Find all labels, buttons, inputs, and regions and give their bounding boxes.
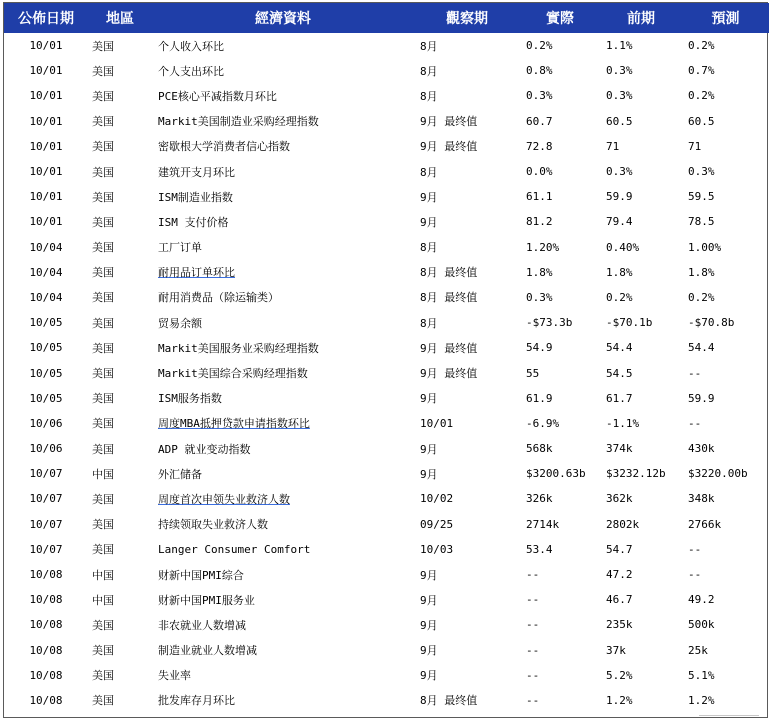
cell-period: 9月 最终值	[420, 341, 478, 355]
cell-actual: 0.8%	[526, 64, 553, 78]
table-row	[4, 33, 769, 58]
cell-actual: --	[526, 693, 540, 707]
cell-date: 10/04	[29, 240, 63, 254]
cell-item: 耐用消费品（除运输类）	[158, 291, 279, 305]
cell-item: 制造业就业人数增减	[158, 644, 257, 658]
cell-region: 美国	[92, 266, 114, 280]
cell-item: Langer Consumer Comfort	[158, 542, 311, 556]
cell-region: 中国	[92, 467, 114, 481]
cell-forecast: 25k	[688, 643, 708, 657]
cell-region: 美国	[92, 291, 114, 305]
cell-prior: 1.8%	[606, 265, 633, 279]
table-row	[4, 360, 769, 385]
cell-forecast: 0.2%	[688, 39, 715, 53]
cell-forecast: --	[688, 542, 702, 556]
cell-item: 密歇根大学消费者信心指数	[158, 140, 290, 154]
table-row	[4, 386, 769, 411]
cell-date: 10/01	[29, 39, 63, 53]
cell-period: 8月	[420, 89, 438, 103]
cell-date: 10/05	[29, 316, 63, 330]
cell-region: 美国	[92, 89, 114, 103]
cell-item: 非农就业人数增减	[158, 618, 246, 632]
cell-item: 个人收入环比	[158, 39, 224, 53]
cell-prior: 54.5	[606, 366, 633, 380]
economic-calendar-table	[4, 3, 769, 713]
cell-actual: 0.2%	[526, 39, 553, 53]
cell-prior: -$70.1b	[606, 316, 653, 330]
cell-actual: --	[526, 618, 540, 632]
cell-forecast: 49.2	[688, 593, 715, 607]
table-row	[4, 285, 769, 310]
cell-item: 外汇储备	[158, 467, 202, 481]
cell-date: 10/05	[29, 366, 63, 380]
cell-prior: 0.3%	[606, 165, 633, 179]
cell-date: 10/07	[29, 467, 63, 481]
cell-period: 9月	[420, 467, 438, 481]
cell-actual: 54.9	[526, 341, 553, 355]
cell-period: 8月 最终值	[420, 266, 478, 280]
corner-rule	[699, 715, 759, 716]
table-row	[4, 587, 769, 612]
cell-region: 美国	[92, 543, 114, 557]
cell-period: 09/25	[420, 517, 454, 531]
table-row	[4, 562, 769, 587]
cell-prior: 5.2%	[606, 668, 633, 682]
table-row	[4, 638, 769, 663]
header-actual: 實際	[546, 11, 574, 27]
cell-period: 8月	[420, 39, 438, 53]
cell-item: 建筑开支月环比	[158, 165, 235, 179]
cell-date: 10/04	[29, 265, 63, 279]
cell-forecast: 59.5	[688, 190, 715, 204]
cell-forecast: $3220.00b	[688, 467, 748, 481]
cell-date: 10/08	[29, 668, 63, 682]
cell-item: Markit美国综合采购经理指数	[158, 367, 308, 381]
cell-actual: -6.9%	[526, 416, 560, 430]
cell-actual: 0.0%	[526, 165, 553, 179]
cell-period: 9月	[420, 593, 438, 607]
cell-actual: 81.2	[526, 215, 553, 229]
cell-date: 10/01	[29, 139, 63, 153]
table-row	[4, 109, 769, 134]
table-row	[4, 486, 769, 511]
cell-region: 美国	[92, 115, 114, 129]
table-row	[4, 461, 769, 486]
cell-prior: 1.1%	[606, 39, 633, 53]
cell-forecast: 5.1%	[688, 668, 715, 682]
cell-actual: 61.9	[526, 391, 553, 405]
cell-region: 美国	[92, 190, 114, 204]
cell-item: 财新中国PMI服务业	[158, 593, 255, 607]
cell-item: 周度MBA抵押贷款申请指数环比	[158, 417, 310, 431]
cell-prior: $3232.12b	[606, 467, 666, 481]
cell-date: 10/01	[29, 190, 63, 204]
cell-actual: 1.8%	[526, 265, 553, 279]
cell-actual: 326k	[526, 492, 553, 506]
header-region: 地區	[106, 11, 134, 27]
cell-period: 8月	[420, 165, 438, 179]
cell-prior: 0.3%	[606, 89, 633, 103]
cell-period: 10/03	[420, 542, 454, 556]
cell-region: 美国	[92, 442, 114, 456]
cell-period: 8月 最终值	[420, 694, 478, 708]
cell-forecast: 78.5	[688, 215, 715, 229]
cell-item: 失业率	[158, 669, 191, 683]
cell-forecast: 60.5	[688, 114, 715, 128]
cell-date: 10/05	[29, 391, 63, 405]
cell-forecast: 1.8%	[688, 265, 715, 279]
cell-date: 10/08	[29, 593, 63, 607]
cell-period: 8月	[420, 64, 438, 78]
cell-forecast: --	[688, 366, 702, 380]
cell-date: 10/08	[29, 643, 63, 657]
cell-prior: 59.9	[606, 190, 633, 204]
cell-region: 美国	[92, 518, 114, 532]
cell-period: 9月	[420, 669, 438, 683]
cell-region: 美国	[92, 165, 114, 179]
cell-period: 10/01	[420, 416, 454, 430]
cell-actual: --	[526, 643, 540, 657]
cell-period: 9月 最终值	[420, 115, 478, 129]
cell-period: 8月	[420, 316, 438, 330]
cell-region: 美国	[92, 669, 114, 683]
cell-prior: -1.1%	[606, 416, 640, 430]
table-row	[4, 512, 769, 537]
cell-prior: 0.3%	[606, 64, 633, 78]
table-row	[4, 134, 769, 159]
cell-item: ISM制造业指数	[158, 190, 233, 204]
table-row	[4, 209, 769, 234]
cell-region: 美国	[92, 644, 114, 658]
table-body	[4, 33, 769, 713]
cell-forecast: 430k	[688, 442, 715, 456]
header-date: 公佈日期	[18, 11, 74, 27]
table-row	[4, 688, 769, 713]
cell-prior: 0.2%	[606, 290, 633, 304]
cell-prior: 54.7	[606, 542, 633, 556]
cell-item: 批发库存月环比	[158, 694, 235, 708]
cell-date: 10/08	[29, 568, 63, 582]
cell-forecast: 59.9	[688, 391, 715, 405]
cell-date: 10/01	[29, 215, 63, 229]
table-row	[4, 335, 769, 360]
cell-date: 10/06	[29, 442, 63, 456]
cell-actual: 55	[526, 366, 540, 380]
cell-item: 贸易余额	[158, 316, 202, 330]
cell-region: 美国	[92, 140, 114, 154]
cell-period: 9月	[420, 190, 438, 204]
cell-actual: --	[526, 568, 540, 582]
table-row	[4, 58, 769, 83]
cell-period: 9月	[420, 215, 438, 229]
cell-prior: 54.4	[606, 341, 633, 355]
cell-region: 美国	[92, 341, 114, 355]
cell-region: 中国	[92, 593, 114, 607]
cell-forecast: 500k	[688, 618, 715, 632]
cell-actual: 1.20%	[526, 240, 560, 254]
cell-actual: 2714k	[526, 517, 560, 531]
table-row	[4, 663, 769, 688]
cell-region: 美国	[92, 215, 114, 229]
cell-period: 9月	[420, 644, 438, 658]
cell-period: 9月	[420, 442, 438, 456]
table-row	[4, 436, 769, 461]
cell-actual: --	[526, 593, 540, 607]
cell-forecast: -$70.8b	[688, 316, 735, 330]
header-item: 經濟資料	[255, 11, 311, 27]
cell-forecast: 1.00%	[688, 240, 722, 254]
header-prior: 前期	[627, 11, 655, 27]
cell-actual: 72.8	[526, 139, 553, 153]
cell-date: 10/07	[29, 542, 63, 556]
cell-date: 10/06	[29, 416, 63, 430]
cell-item: PCE核心平减指数月环比	[158, 89, 277, 103]
cell-date: 10/07	[29, 517, 63, 531]
cell-date: 10/01	[29, 165, 63, 179]
table-row	[4, 411, 769, 436]
table-row	[4, 83, 769, 108]
cell-region: 美国	[92, 316, 114, 330]
header-forecast: 預測	[711, 11, 740, 27]
table-row	[4, 612, 769, 637]
cell-period: 9月 最终值	[420, 367, 478, 381]
cell-actual: 568k	[526, 442, 553, 456]
cell-item: Markit美国制造业采购经理指数	[158, 115, 319, 129]
cell-period: 9月	[420, 392, 438, 406]
cell-region: 美国	[92, 39, 114, 53]
cell-prior: 79.4	[606, 215, 633, 229]
table-row	[4, 184, 769, 209]
cell-item: Markit美国服务业采购经理指数	[158, 341, 319, 355]
cell-forecast: 0.7%	[688, 64, 715, 78]
cell-forecast: 0.3%	[688, 165, 715, 179]
cell-forecast: --	[688, 568, 702, 582]
cell-prior: 60.5	[606, 114, 633, 128]
cell-date: 10/04	[29, 290, 63, 304]
cell-forecast: 1.2%	[688, 693, 715, 707]
cell-prior: 1.2%	[606, 693, 633, 707]
cell-region: 美国	[92, 64, 114, 78]
cell-region: 美国	[92, 694, 114, 708]
cell-date: 10/01	[29, 64, 63, 78]
cell-item: 个人支出环比	[158, 64, 224, 78]
cell-item: 财新中国PMI综合	[158, 568, 244, 582]
cell-prior: 61.7	[606, 391, 633, 405]
cell-date: 10/08	[29, 618, 63, 632]
cell-prior: 362k	[606, 492, 633, 506]
cell-region: 美国	[92, 392, 114, 406]
cell-prior: 235k	[606, 618, 633, 632]
cell-region: 美国	[92, 492, 114, 506]
table-row	[4, 159, 769, 184]
cell-period: 9月	[420, 618, 438, 632]
cell-forecast: --	[688, 416, 702, 430]
cell-date: 10/01	[29, 114, 63, 128]
cell-forecast: 71	[688, 139, 702, 153]
cell-prior: 47.2	[606, 568, 633, 582]
cell-actual: 0.3%	[526, 290, 553, 304]
cell-prior: 2802k	[606, 517, 640, 531]
cell-prior: 71	[606, 139, 620, 153]
cell-forecast: 0.2%	[688, 290, 715, 304]
cell-item: 工厂订单	[158, 241, 202, 255]
cell-item: 耐用品订单环比	[158, 266, 235, 280]
cell-actual: 53.4	[526, 542, 553, 556]
table-row	[4, 235, 769, 260]
cell-date: 10/07	[29, 492, 63, 506]
table-row	[4, 310, 769, 335]
cell-item: ISM服务指数	[158, 392, 222, 406]
cell-item: ISM 支付价格	[158, 215, 229, 229]
cell-actual: 60.7	[526, 114, 553, 128]
cell-forecast: 2766k	[688, 517, 722, 531]
cell-region: 美国	[92, 367, 114, 381]
cell-actual: -$73.3b	[526, 316, 573, 330]
cell-period: 8月 最终值	[420, 291, 478, 305]
cell-prior: 0.40%	[606, 240, 640, 254]
cell-actual: 0.3%	[526, 89, 553, 103]
cell-region: 美国	[92, 417, 114, 431]
cell-forecast: 54.4	[688, 341, 715, 355]
cell-prior: 46.7	[606, 593, 633, 607]
cell-prior: 374k	[606, 442, 633, 456]
cell-forecast: 0.2%	[688, 89, 715, 103]
cell-date: 10/01	[29, 89, 63, 103]
cell-period: 9月 最终值	[420, 140, 478, 154]
cell-date: 10/05	[29, 341, 63, 355]
cell-forecast: 348k	[688, 492, 715, 506]
cell-item: ADP 就业变动指数	[158, 442, 251, 456]
cell-region: 中国	[92, 568, 114, 582]
header-period: 觀察期	[446, 11, 488, 27]
cell-actual: --	[526, 668, 540, 682]
cell-actual: 61.1	[526, 190, 553, 204]
table-row	[4, 537, 769, 562]
cell-period: 9月	[420, 568, 438, 582]
economic-calendar-table-frame	[3, 2, 768, 718]
cell-period: 10/02	[420, 492, 454, 506]
cell-region: 美国	[92, 618, 114, 632]
cell-date: 10/08	[29, 693, 63, 707]
cell-item: 持续领取失业救济人数	[158, 518, 268, 532]
cell-actual: $3200.63b	[526, 467, 586, 481]
cell-item: 周度首次申领失业救济人数	[158, 492, 290, 506]
cell-prior: 37k	[606, 643, 626, 657]
cell-region: 美国	[92, 241, 114, 255]
header-row	[4, 3, 769, 33]
table-row	[4, 260, 769, 285]
cell-period: 8月	[420, 241, 438, 255]
